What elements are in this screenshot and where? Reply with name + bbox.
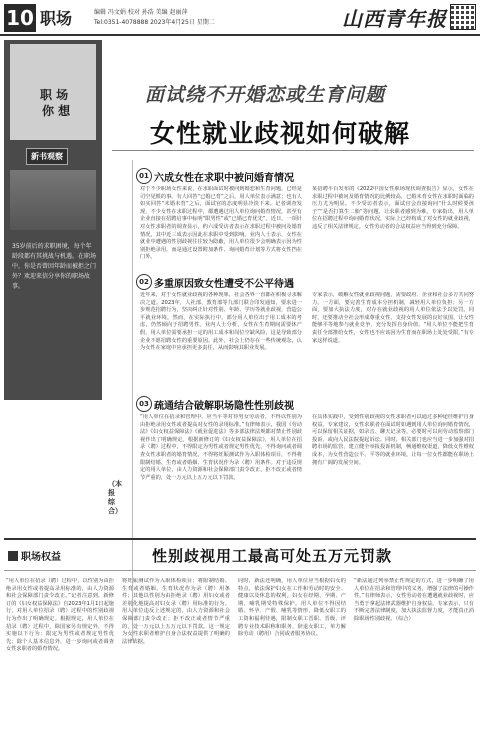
section-heading: 疏通结合破解职场隐性性别歧视 [154,401,294,412]
sidebar-title-line2: 你 想 [42,104,71,118]
section-number: 03 [136,396,152,412]
bottom-tag [8,548,61,563]
section-body-right: 某招聘平台发布的《2022中国女性职场现状调查报告》显示，女性在求职过程中被问及婚育情况的比例较高，已婚未育女性在求职时面临的压力尤为明显。不少受访者表示，面试官会直接询问“什么时候要孩子”“是否打算生二胎”等问题，让求职者感到为难。专家指出，用人单位在招聘过程中询问婚育状况，实际上已经构成了对女性的就业歧视，违反了相关法律规定。女性劳动者的合法权益应当得到充分保障。 [312,186,474,230]
section-body-right: 专家表示，破解女性就业歧视问题，需要政府、企业和社会多方共同努力。一方面，要完善生育成本分担机制，减轻用人单位负担；另一方面，要加大执法力度，对存在就业歧视的用人单位依法予以处罚。同时，还要推动全社会形成尊重女性、支持女性发展的良好氛围，让女性能够平等地参与就业竞争，充分发挥自身价值。“用人单位不能把生育责任全部推给女性，女性也不应该因为生育而在职场上处处受限。”有专家这样说道。 [312,292,474,344]
bottom-col-1: “用人单位在招录（聘）过程中，以性别为由拒绝录用女性或者提高录用标准的，由人力资源和社会保障部门责令改正。”记者注意到，新修订的《妇女权益保障法》自2023年1月1日起施行，对用人单位招录（聘）过程中的性别歧视行为作出了明确规定。根据规定，用人单位在招录（聘）过程中，除国家另有规定外，不得实施以下行为：限定为男性或者规定男性优先；除个人基本信息外，进一步询问或者调查女性求职者的婚育情况。 [6,578,114,653]
headline-rule [112,150,474,151]
column-divider [132,160,133,640]
section-body-left: 近年来，对于女性就业歧视的各种现象，社会各界一直都在积极寻求解决之道。2023年，人社部、教育部等九部门联合印发通知，要求进一步规范招聘行为，坚决纠正针对性别、年龄、学历等就业歧视，营造公平就业环境。然而，在实际执行中，部分用人单位出于用工成本的考虑，仍然倾向于招聘男性。业内人士分析，女性在生育期间需要休产假，用人单位需要承担一定的用工成本和岗位空缺风险，这是导致部分企业不愿招聘女性的重要原因。此外，社会上仍存在一些传统观念，认为女性在家庭中应承担更多责任，从而影响其职业发展。 [140,292,302,352]
newspaper-logo: 山西青年报 [342,7,447,31]
section-title: 职场 [40,9,73,28]
section-body-right: 在具体实践中，受到性别歧视的女性求职者可以通过多种途径维护自身权益。专家建议，女性求职者在面试时如遇到用人单位询问婚育情况，可以保留相关证据，如录音、聊天记录等，必要时可以向劳动监察部门投诉，或向人民法院提起诉讼。同时，相关部门也应当进一步加强对招聘市场的监管，建立健全举报投诉机制，畅通维权渠道，降低女性维权成本，为女性营造公平、平等的就业环境，让每一位女性都能在职场上拥有广阔的发展空间。 [312,414,474,466]
section-number: 01 [136,168,152,184]
editor-line: 编辑 冯文娟 校对 孙浩 美编 赵丽萍 [94,9,188,16]
bottom-rule [4,538,476,540]
section-heading: 多重原因致女性遭受不公平待遇 [154,279,294,290]
main-headline: 女性就业歧视如何破解 [150,119,411,148]
section-heading: 六成女性在求职中被问婚育情况 [154,173,294,184]
sidebar-title-line1: 职 场 [40,88,69,102]
bottom-headline-rule [4,570,476,571]
tag-icon [8,551,18,561]
header-rule [0,34,480,36]
qr-code-icon [450,4,476,30]
sidebar-illustration [10,170,96,230]
sidebar-tag: 新书观察 [26,148,68,165]
bottom-col-3: 同时，新法还明确，用人单位应当根据妇女的特点，依法保护妇女在工作和劳动时的安全、健康以及休息的权利。妇女在经期、孕期、产期、哺乳期受特殊保护。用人单位不得因结婚、怀孕、产假、哺乳等情形，降低女职工的工资和福利待遇，限制女职工晋职、晋级、评聘专业技术职称和职务，辞退女职工，单方解除劳动（聘用）合同或者服务协议。 [238,578,346,638]
bottom-tag-label: 职场权益 [21,552,61,563]
section-body-left: 对于不少职场女性来说，在求职面试时被问到婚恋和生育问题，已经是司空见惯的事。有人回答“已婚已育”之后，用人单位表示满意；也有人如实回答“未婚未育”之后，面试官的态度明显冷淡下来。记者调查发现，不少女性在求职过程中，都遭遇过用人单位询问婚育情况，甚至有企业直接在招聘启事中标明“限男性”或“已婚已育优先”。近日，一项针对女性求职者的调查显示，约六成受访者表示在求职过程中被问及婚育情况，其中近三成表示因此在求职中受到影响。业内人士表示，女性在就业中遭遇的性别歧视往往较为隐蔽，用人单位很少会明确表示因为性别拒绝录用，而是通过设置附加条件、询问婚育计划等方式将女性挡在门外。 [140,186,302,261]
byline: （本报综合） [108,480,122,515]
section-number: 02 [136,274,152,290]
kicker-title: 面试绕不开婚恋或生育问题 [145,84,386,106]
bottom-col-2: 将妊娠测试作为入职体检项目；将限制结婚、生育或者婚姻、生育状况作为录（聘）用条件；其他以性别为由拒绝录（聘）用妇女或者差别化地提高对妇女录（聘）用标准的行为。用人单位违反上述规定的，由人力资源和社会保障部门责令改正；拒不改正或者情节严重的，处一万元以上五万元以下罚款。这一规定为女性求职者维护自身合法权益提供了明确的法律依据。 [122,578,230,645]
date-line: Tel:0351-4078888 2023年4月25日 星期二 [94,19,215,26]
section-body-left: “用人单位在招录和管理中，应当平等对待男女劳动者，不得以性别为由拒绝录用女性或者提高对女性的录用标准。”有律师表示，我国《劳动法》《妇女权益保障法》《就业促进法》等多部法律法规都对禁止性别歧视作出了明确规定。根据新修订的《妇女权益保障法》，用人单位在招录（聘）过程中，不得限定为男性或者规定男性优先，不得询问或者调查女性求职者的婚育情况，不得将妊娠测试作为入职体检项目，不得将限制结婚、生育或者婚姻、生育状况作为录（聘）用条件。对于违反规定的用人单位，由人力资源和社会保障部门责令改正，拒不改正或者情节严重的，处一万元以上五万元以下罚款。 [140,414,302,481]
sidebar-quote: 35岁前后的求职困境，每个年龄段都有其挑战与机遇。在职场中，你是否曾因年龄而被拒之门外？欢迎来信分享你的职场故事。 [12,243,97,290]
bottom-col-4: “新法通过列举禁止性规定的方式，进一步明确了用人单位在招录和管理中的义务，增强了法律的可操作性。”有律师表示，女性劳动者在遭遇就业歧视时，应当勇于拿起法律武器维护自身权益。专家表示，只有不断完善法律制度，加大执法监督力度，才能真正消除职场性别歧视。（综合） [354,578,474,622]
bottom-headline: 性别歧视用工最高可处五万元罚款 [152,547,393,565]
page-number: 10 [4,4,36,32]
